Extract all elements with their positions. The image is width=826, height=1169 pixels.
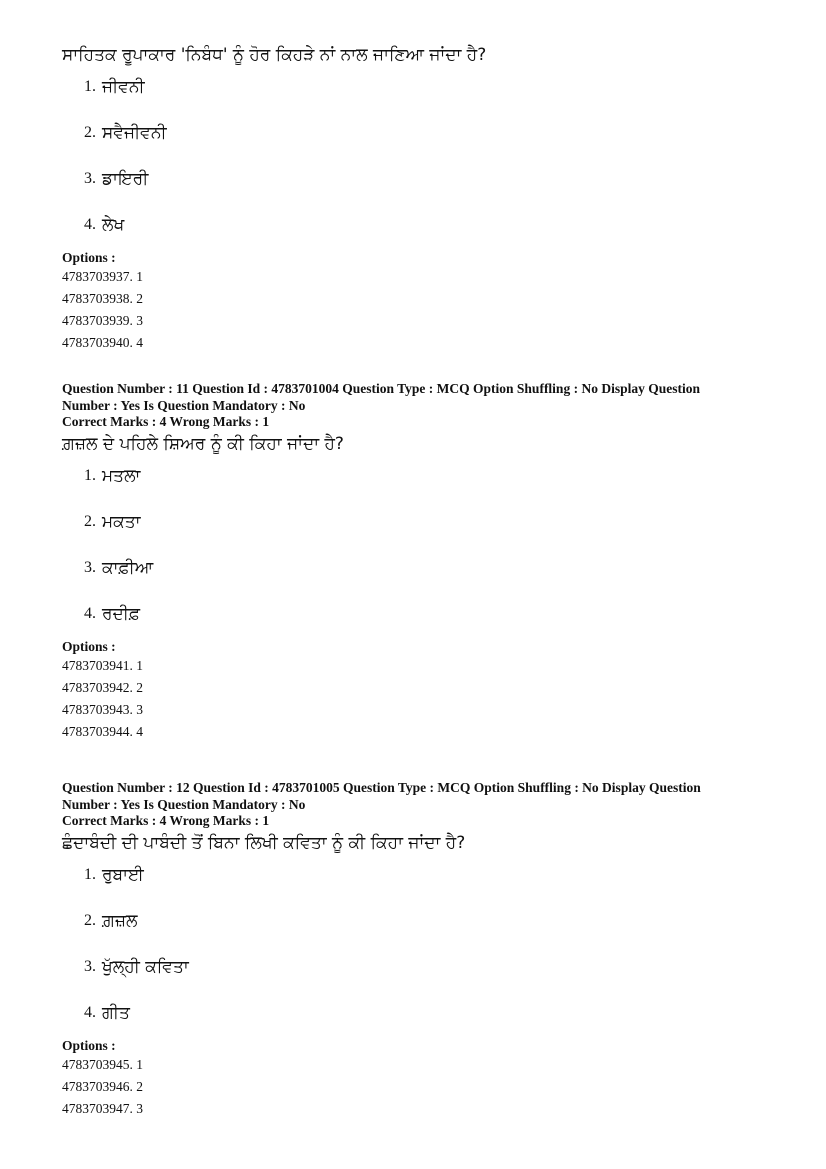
question-meta-line: Number : Yes Is Question Mandatory : No xyxy=(62,796,306,812)
options-label: Options : xyxy=(62,638,116,654)
option-text: ਖੁੱਲ੍ਹੀ ਕਵਿਤਾ xyxy=(102,956,189,977)
option-id-list xyxy=(62,655,782,743)
option-id: 4783703947. 3 xyxy=(62,1100,143,1116)
option-text: ਜੀਵਨੀ xyxy=(102,77,145,97)
answer-option xyxy=(62,168,782,214)
answer-option xyxy=(62,910,782,956)
marks-line: Correct Marks : 4 Wrong Marks : 1 xyxy=(62,813,270,828)
question-text: ਛੰਦਾਬੰਦੀ ਦੀ ਪਾਬੰਦੀ ਤੋਂ ਬਿਨਾ ਲਿਖੀ ਕਵਿਤਾ ਨੂੰ ਕੀ ਕਿਹਾ ਜਾਂਦਾ ਹੈ? xyxy=(62,832,466,853)
option-number: 3. xyxy=(84,957,96,975)
question-text: ਸਾਹਿਤਕ ਰੂਪਾਕਾਰ 'ਨਿਬੰਧ' ਨੂੰ ਹੋਰ ਕਿਹੜੇ ਨਾਂ ਨਾਲ ਜਾਣਿਆ ਜਾਂਦਾ ਹੈ? xyxy=(62,45,487,65)
answer-options xyxy=(62,76,782,260)
marks-line: Correct Marks : 4 Wrong Marks : 1 xyxy=(62,414,270,429)
option-text: ਲੇਖ xyxy=(102,215,125,235)
question-meta-line: Number : Yes Is Question Mandatory : No xyxy=(62,397,306,413)
option-text: ਡਾਇਰੀ xyxy=(102,169,149,189)
option-text: ਗੀਤ xyxy=(102,1002,130,1023)
option-number: 1. xyxy=(84,466,96,484)
option-id: 4783703942. 2 xyxy=(62,679,143,695)
option-id-list xyxy=(62,1054,782,1120)
option-number: 1. xyxy=(84,865,96,883)
answer-option xyxy=(62,465,782,511)
option-number: 2. xyxy=(84,911,96,929)
option-id: 4783703938. 2 xyxy=(62,291,143,306)
answer-option xyxy=(62,76,782,122)
option-number: 1. xyxy=(84,78,96,95)
option-id: 4783703945. 1 xyxy=(62,1056,143,1072)
option-id: 4783703940. 4 xyxy=(62,335,143,350)
question-meta-line: Question Number : 11 Question Id : 4783701004 Question Type : MCQ Option Shuffling : No Display Question xyxy=(62,381,700,396)
answer-option xyxy=(62,122,782,168)
option-id-list xyxy=(62,266,782,354)
option-number: 4. xyxy=(84,604,96,622)
option-text: ਸਵੈਜੀਵਨੀ xyxy=(102,123,167,143)
option-text: ਮਤਲਾ xyxy=(102,465,141,486)
option-text: ਰੁਬਾਈ xyxy=(102,864,144,885)
option-id: 4783703946. 2 xyxy=(62,1078,143,1094)
answer-options xyxy=(62,864,782,1048)
question-block-10 xyxy=(62,42,782,354)
question-block-12 xyxy=(62,780,782,1120)
option-number: 4. xyxy=(84,1003,96,1021)
option-text: ਰਦੀਫ਼ xyxy=(102,603,141,624)
answer-option xyxy=(62,956,782,1002)
option-id: 4783703939. 3 xyxy=(62,313,143,328)
option-id: 4783703943. 3 xyxy=(62,701,143,717)
option-number: 3. xyxy=(84,170,96,187)
option-id: 4783703944. 4 xyxy=(62,723,143,739)
option-number: 2. xyxy=(84,124,96,141)
option-text: ਮਕਤਾ xyxy=(102,511,141,532)
question-text: ਗ਼ਜ਼ਲ ਦੇ ਪਹਿਲੇ ਸ਼ਿਅਰ ਨੂੰ ਕੀ ਕਿਹਾ ਜਾਂਦਾ ਹੈ? xyxy=(62,433,344,454)
option-number: 2. xyxy=(84,512,96,530)
question-meta-line: Question Number : 12 Question Id : 4783701005 Question Type : MCQ Option Shuffling : No Display Question xyxy=(62,780,701,795)
answer-option xyxy=(62,864,782,910)
option-text: ਕਾਫ਼ੀਆ xyxy=(102,557,154,578)
answer-options xyxy=(62,465,782,649)
option-text: ਗ਼ਜ਼ਲ xyxy=(102,910,138,931)
answer-option xyxy=(62,557,782,603)
answer-option xyxy=(62,511,782,557)
option-number: 4. xyxy=(84,216,96,233)
options-label: Options : xyxy=(62,250,116,265)
option-id: 4783703937. 1 xyxy=(62,269,143,284)
option-id: 4783703941. 1 xyxy=(62,657,143,673)
options-label: Options : xyxy=(62,1037,116,1053)
option-number: 3. xyxy=(84,558,96,576)
question-block-11 xyxy=(62,381,782,743)
